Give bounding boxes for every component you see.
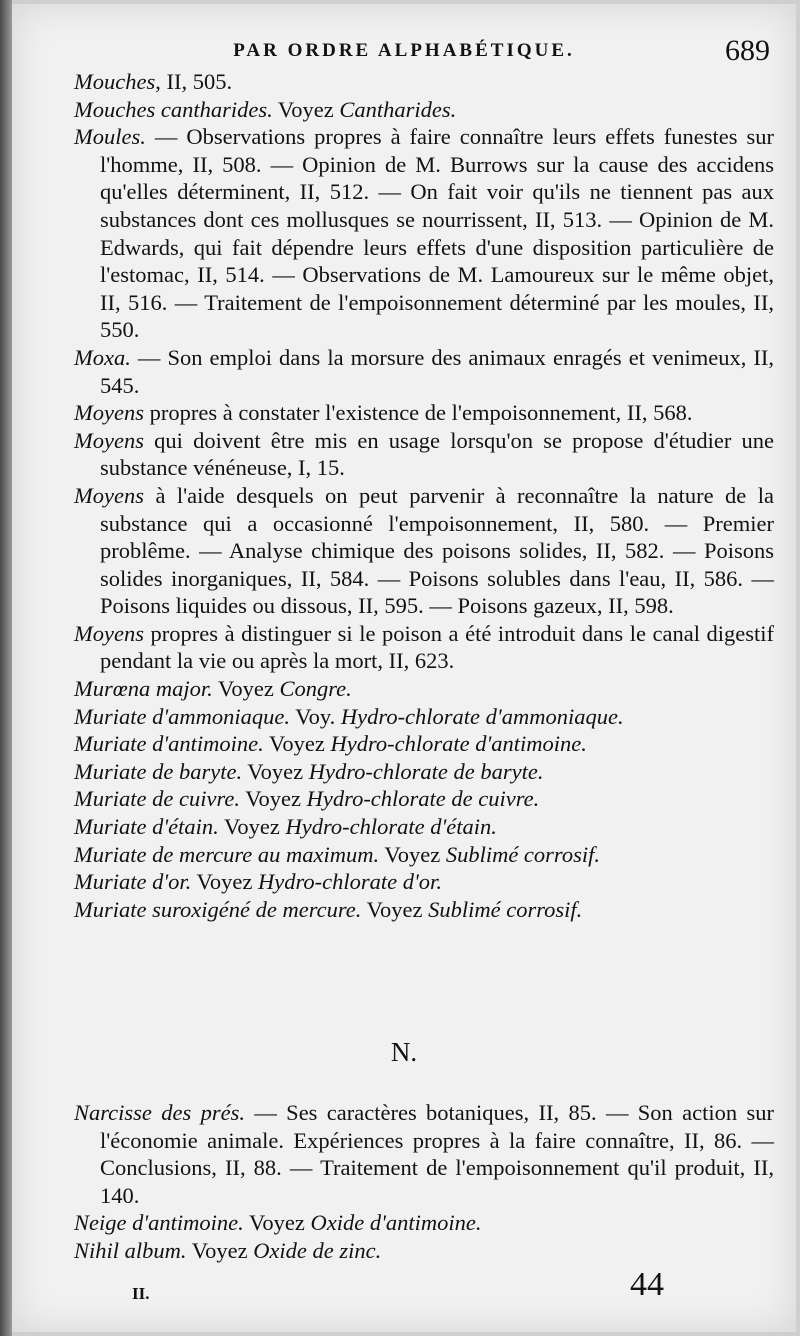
entry-cross-reference: Oxide d'antimoine. <box>310 1210 482 1236</box>
entry-text: Voyez <box>379 841 446 867</box>
entry-text: propres à constater l'existence de l'empoisonnement, II, 568. <box>143 400 693 426</box>
index-entry <box>74 785 774 813</box>
entry-cross-reference: Hydro-chlorate d'étain. <box>285 814 497 840</box>
page-edge-shadow <box>0 0 12 1336</box>
running-head: PAR ORDRE ALPHABÉTIQUE. <box>233 40 575 61</box>
entry-text: Voyez <box>272 96 340 122</box>
index-entry <box>74 730 774 758</box>
index-entry <box>74 813 774 841</box>
entry-term: Muriate d'or. <box>74 869 192 895</box>
entry-text: Voyez <box>218 814 286 840</box>
entry-text: Voyez <box>263 731 331 757</box>
index-entry <box>74 123 774 344</box>
entry-cross-reference: Sublimé corrosif. <box>428 896 583 922</box>
index-entry <box>74 1099 774 1209</box>
entry-cross-reference: Hydro-chlorate de baryte. <box>308 758 544 784</box>
sheet-number: 44 <box>630 1266 664 1303</box>
entry-term: Muriate de mercure au maximum. <box>74 841 380 867</box>
entry-cross-reference: Hydro-chlorate de cuivre. <box>306 786 540 812</box>
entry-cross-reference: Congre. <box>279 676 352 702</box>
index-entry <box>74 758 774 786</box>
entry-cross-reference: Hydro-chlorate d'ammoniaque. <box>340 703 624 729</box>
entry-term: Moyens <box>74 482 144 508</box>
index-entry <box>74 620 774 675</box>
index-entry <box>74 1237 774 1265</box>
index-entry <box>74 68 774 96</box>
entry-term: Neige d'antimoine. <box>74 1210 244 1236</box>
entry-text: qui doivent être mis en usage lorsqu'on se propose d'étudier une substance vénéneuse, I, 15. <box>100 427 774 481</box>
entry-term: Moyens <box>74 400 144 426</box>
entry-term: Moyens <box>74 620 144 646</box>
index-entry <box>74 482 774 620</box>
entry-text: Voy. <box>290 703 341 729</box>
entry-text: — Observations propres à faire connaître leurs effets funestes sur l'homme, II, 508. — Opinion de M. Burrows sur la cause des accidens qu'elles déterminent, II, 512. — On fait voir qu'ils ne tiennent pas aux substances dont ces mollusques se nourrissent, II, 513. — Opinion de M. Edwards, qui fait dépendre leurs effets d'une disposition particulière de l'estomac, II, 514. — Observations de M. Lamoureux sur le même objet, II, 516. — Traitement de l'empoisonnement déterminé par les moules, II, 550. <box>100 124 774 343</box>
book-page <box>12 4 796 1332</box>
index-entry <box>74 427 774 482</box>
entry-cross-reference: Oxide de zinc. <box>253 1237 382 1263</box>
entry-text: Voyez <box>239 786 307 812</box>
entry-cross-reference: Sublimé corrosif. <box>445 841 600 867</box>
index-entry <box>74 96 774 124</box>
index-entry <box>74 868 774 896</box>
entry-term: Nihil album. <box>74 1237 187 1263</box>
section-letter: N. <box>390 1037 418 1067</box>
index-entry <box>74 399 774 427</box>
entry-term: Mouches cantharides. <box>74 96 273 122</box>
index-entry <box>74 675 774 703</box>
entry-term: Mouches <box>74 69 156 94</box>
entry-text: — Son emploi dans la morsure des animaux enragés et venimeux, II, 545. <box>100 344 774 398</box>
entry-text: Voyez <box>243 1210 311 1236</box>
index-entry <box>74 344 774 399</box>
entry-text: Voyez <box>212 676 280 702</box>
entry-text: , II, 505. <box>155 69 233 94</box>
index-entry <box>74 1209 774 1237</box>
entry-cross-reference: Cantharides. <box>339 96 457 122</box>
entry-text: Voyez <box>186 1237 254 1263</box>
entry-term: Muriate de cuivre. <box>74 786 240 812</box>
entry-term: Muriate d'étain. <box>74 814 219 840</box>
entry-text: Voyez <box>191 869 258 895</box>
entry-cross-reference: Hydro-chlorate d'or. <box>257 869 442 895</box>
entry-text: à l'aide desquels on peut parvenir à reconnaître la nature de la substance qui a occasionné l'empoisonnement, II, 580. — Premier problême. — Analyse chimique des poisons solides, II, 582. — Poisons solides inorganiques, II, 584. — Poisons solubles dans l'eau, II, 586. — Poisons liquides ou dissous, II, 595. — Poisons gazeux, II, 598. <box>100 482 774 619</box>
index-entry <box>74 841 774 869</box>
entry-term: Murœna major. <box>74 676 213 702</box>
entry-term: Muriate d'ammoniaque. <box>74 703 291 729</box>
entry-term: Muriate suroxigéné de mercure. <box>74 896 362 922</box>
entry-term: Moules. <box>74 124 146 150</box>
entry-term: Muriate d'antimoine. <box>74 731 264 757</box>
entry-text: propres à distinguer si le poison a été introduit dans le canal digestif pendant la vie ou après la mort, II, 623. <box>100 620 774 674</box>
index-entry <box>74 703 774 731</box>
entry-text: Voyez <box>361 896 429 922</box>
entry-term: Narcisse des prés. <box>74 1100 245 1125</box>
page-number: 689 <box>725 34 770 67</box>
signature-mark: II. <box>132 1284 150 1303</box>
index-entry <box>74 896 774 924</box>
entry-term: Muriate de baryte. <box>74 758 243 784</box>
index-entries-m <box>74 68 774 923</box>
entry-term: Moxa. <box>74 344 131 370</box>
entry-text: Voyez <box>242 758 309 784</box>
index-entries-n <box>74 1099 774 1265</box>
entry-cross-reference: Hydro-chlorate d'antimoine. <box>330 731 587 757</box>
entry-text: — Ses caractères botaniques, II, 85. — Son action sur l'économie animale. Expériences propres à la faire connaître, II, 86. — Conclusions, II, 88. — Traitement de l'empoisonnement qu'il produit, II, 140. <box>100 1100 774 1208</box>
entry-term: Moyens <box>74 427 144 453</box>
